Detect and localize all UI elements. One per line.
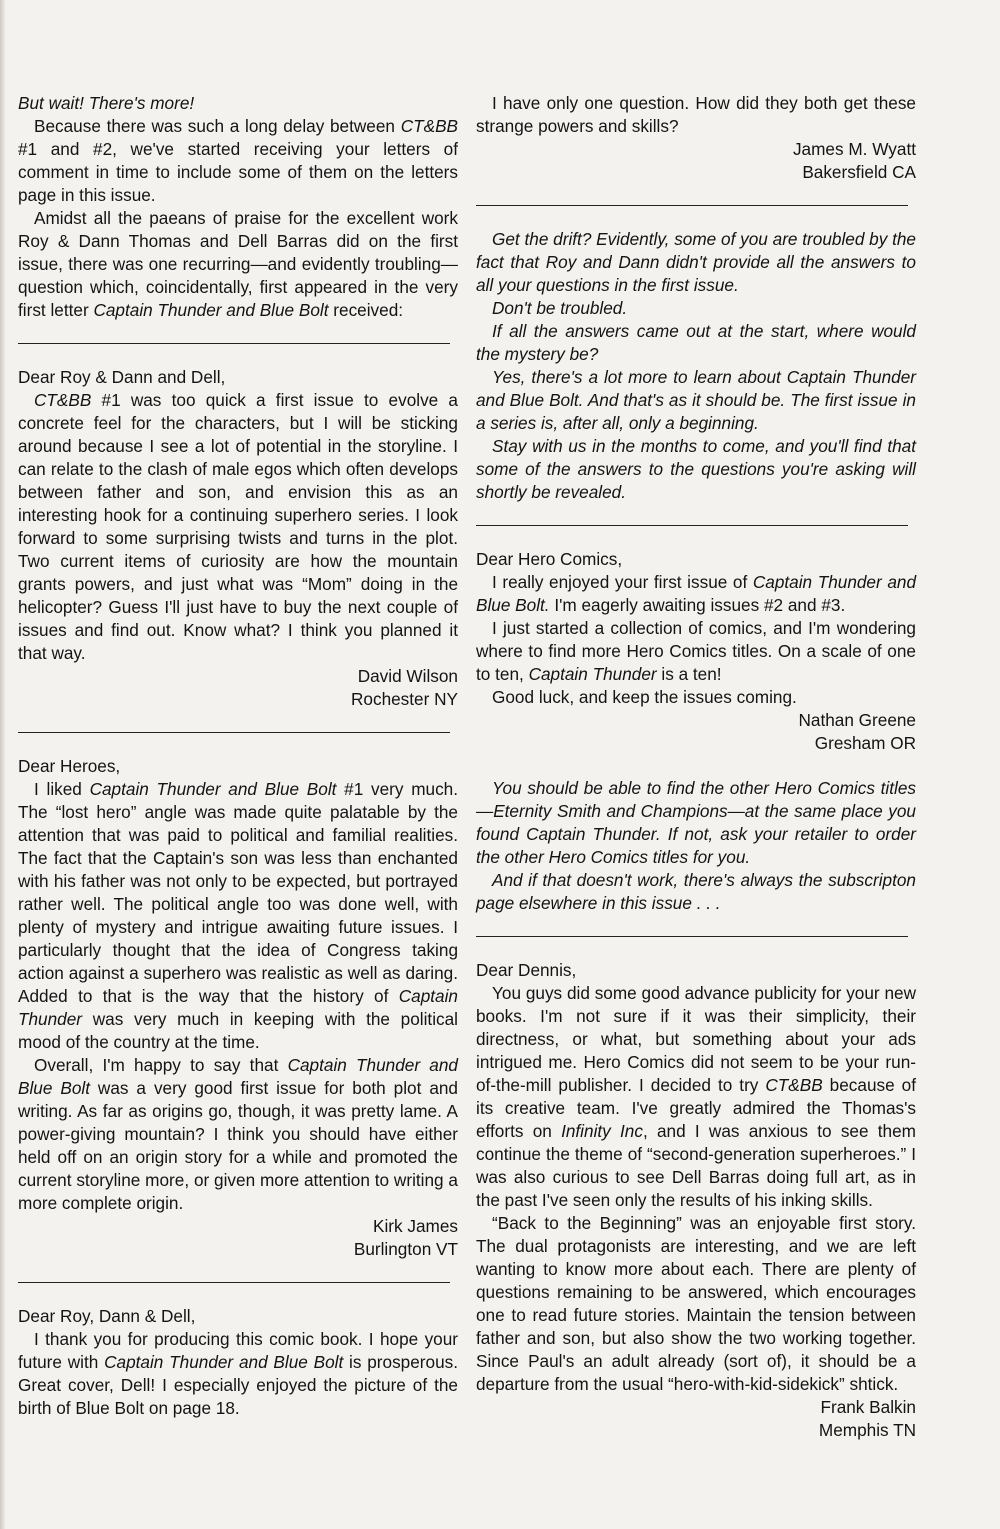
scan-edge: [0, 0, 6, 1529]
signature-place: Gresham OR: [814, 733, 916, 753]
intro-text: #1 and #2, we've started receiving your letters of comment in time to include some of them on the letters page in this issue.: [18, 139, 458, 205]
letter-salutation: Dear Hero Comics,: [476, 549, 623, 569]
letter-body: Good luck, and keep the issues coming.: [492, 687, 797, 707]
signature-place: Memphis TN: [818, 1420, 916, 1440]
letter-salutation: Dear Dennis,: [476, 960, 577, 980]
letter-james-wyatt-end: [476, 92, 916, 184]
intro-paragraph-2: [18, 207, 458, 322]
letter-title: Captain Thunder and Blue Bolt.: [476, 572, 916, 615]
letter-body: [18, 778, 458, 1054]
reply-paragraph: Don't be troubled.: [492, 298, 628, 318]
signature-place: Burlington VT: [353, 1239, 458, 1259]
letter-text: I'm eagerly awaiting issues #2 and #3.: [549, 595, 846, 615]
letter-text: I just started a collection of comics, and I'm wondering where to find more Hero Comics titles. On a scale of one to ten,: [476, 618, 916, 684]
spacer: [476, 755, 916, 777]
reply-paragraph: Yes, there's a lot more to learn about Captain Thunder and Blue Bolt. And that's as it should be. The first issue in a series is, after all, only a beginning.: [476, 367, 916, 433]
letter-salutation: Dear Heroes,: [18, 756, 121, 776]
letter-david-wilson: [18, 366, 458, 711]
intro-title: CT&BB: [400, 116, 458, 136]
reply-paragraph: If all the answers came out at the start, where would the mystery be?: [476, 321, 916, 364]
reply-paragraph: Get the drift? Evidently, some of you are troubled by the fact that Roy and Dann didn't provide all the answers to all your questions in the first issue.: [476, 229, 916, 295]
letter-text: You guys did some good advance publicity for your new books. I'm not sure if it was their simplicity, their directness, or what, but something about your ads intrigued me. Hero Comics did not seem to be your run-of-the-mill publisher. I decided to try: [476, 983, 916, 1095]
signature-name: Nathan Greene: [798, 710, 916, 730]
letter-text: is prosperous. Great cover, Dell! I especially enjoyed the picture of the birth of Blue Bolt on page 18.: [18, 1352, 458, 1418]
letter-title: Captain Thunder and Blue Bolt: [104, 1352, 344, 1372]
reply-paragraph: Stay with us in the months to come, and you'll find that some of the answers to the questions you're asking will shortly be revealed.: [476, 436, 916, 502]
letter-body: [18, 1054, 458, 1215]
letter-text: I liked: [34, 779, 90, 799]
letter-title: Captain Thunder: [18, 986, 458, 1029]
letter-body: [18, 1328, 458, 1420]
intro-p2-title: Captain Thunder and Blue Bolt: [93, 300, 329, 320]
letter-frank-balkin: [476, 959, 916, 1442]
letter-body: [476, 571, 916, 617]
letter-text: Overall, I'm happy to say that: [34, 1055, 288, 1075]
editorial-intro: [18, 92, 458, 322]
letter-text: I really enjoyed your first issue of: [492, 572, 753, 592]
divider: [476, 205, 908, 206]
letter-title: Captain Thunder and Blue Bolt: [89, 779, 337, 799]
letter-james-wyatt-start: [18, 1305, 458, 1420]
letter-text: I thank you for producing this comic book. I hope your future with: [18, 1329, 458, 1372]
signature-name: David Wilson: [357, 666, 458, 686]
letter-text: because of its creative team. I've greatly admired the Thomas's efforts on: [476, 1075, 916, 1141]
divider: [476, 936, 908, 937]
letter-title: Captain Thunder and Blue Bolt: [18, 1055, 458, 1098]
divider: [18, 732, 450, 733]
intro-paragraph-1: [18, 115, 458, 207]
intro-text: Because there was such a long delay between: [34, 116, 401, 136]
letter-salutation: Dear Roy, Dann & Dell,: [18, 1306, 196, 1326]
letter-body: “Back to the Beginning” was an enjoyable first story. The dual protagonists are interesting, and we are left wanting to know more about each. There are plenty of questions remaining to be answered, which encourages one to read future stories. Maintain the tension between father and son, but also show the two working together. Since Paul's an adult already (sort of), it should be a departure from the usual “hero-with-kid-sidekick” shtick.: [476, 1213, 916, 1394]
letter-body: [476, 982, 916, 1212]
intro-p2-end: received:: [328, 300, 404, 320]
divider: [18, 1282, 450, 1283]
letter-salutation: Dear Roy & Dann and Dell,: [18, 367, 226, 387]
letter-body-text: #1 was too quick a first issue to evolve a concrete feel for the characters, but I will be sticking around because I see a lot of potential in the storyline. I can relate to the clash of male egos which often develops between father and son, and envision this as an interesting hook for a continuing superhero series. I look forward to some surprising twists and turns in the plot. Two current items of curiosity are how the mountain grants powers, and just what was “Mom” doing in the helicopter? Guess I'll just have to buy the next couple of issues and find out. Know what? I think you planned it that way.: [18, 390, 458, 663]
letter-kirk-james: [18, 755, 458, 1261]
letter-text: was a very good first issue for both plot and writing. As far as origins go, though, it was pretty lame. A power-giving mountain? I think you should have either held off on an origin story for a while and promoted the current storyline more, or given more attention to writing a more complete origin.: [18, 1078, 458, 1213]
reply-paragraph: You should be able to find the other Hero Comics titles—Eternity Smith and Champions—at the same place you found Captain Thunder. If not, ask your retailer to order the other Hero Comics titles for you.: [476, 778, 916, 867]
signature-name: James M. Wyatt: [792, 139, 916, 159]
editorial-reply-1: [476, 228, 916, 504]
letter-title: Captain Thunder: [528, 664, 657, 684]
letter-text: was very much in keeping with the political mood of the country at the time.: [18, 1009, 458, 1052]
divider: [18, 343, 450, 344]
right-column: [476, 92, 916, 1442]
letter-text: #1 very much. The “lost hero” angle was made quite palatable by the attention that was paid to political and familial realities. The fact that the Captain's son was less than enchanted with his father was not only to be expected, but portrayed rather well. The political angle too was done well, with plenty of mystery and intrigue awaiting future issues. I particularly thought that the idea of Congress taking action against a superhero was realistic as well as daring. Added to that is the way that the history of: [18, 779, 458, 1006]
letter-title: Infinity Inc: [561, 1121, 643, 1141]
signature-name: Kirk James: [373, 1216, 458, 1236]
letter-body-title: CT&BB: [34, 390, 92, 410]
intro-p2-text: Amidst all the paeans of praise for the excellent work Roy & Dann Thomas and Dell Barras did on the first issue, there was one recurring—and evidently troubling—question which, coincidentally, first appeared in the very first letter: [18, 208, 458, 320]
intro-heading: But wait! There's more!: [18, 93, 195, 113]
letter-body: [18, 389, 458, 665]
editorial-reply-2: [476, 777, 916, 915]
letter-body: I have only one question. How did they both get these strange powers and skills?: [476, 93, 916, 136]
left-column: [18, 92, 458, 1420]
signature-place: Bakersfield CA: [802, 162, 916, 182]
reply-paragraph: And if that doesn't work, there's always the subscripton page elsewhere in this issue . . .: [476, 870, 916, 913]
letter-text: is a ten!: [656, 664, 722, 684]
signature-name: Frank Balkin: [820, 1397, 916, 1417]
letter-nathan-greene: [476, 548, 916, 755]
divider: [476, 525, 908, 526]
letter-title: CT&BB: [765, 1075, 823, 1095]
letter-body: [476, 617, 916, 686]
signature-place: Rochester NY: [351, 689, 458, 709]
letter-text: , and I was anxious to see them continue the theme of “second-generation superheroes.” I was also curious to see Dell Barras doing full art, as in the past I've seen only the results of his inking skills.: [476, 1121, 916, 1210]
